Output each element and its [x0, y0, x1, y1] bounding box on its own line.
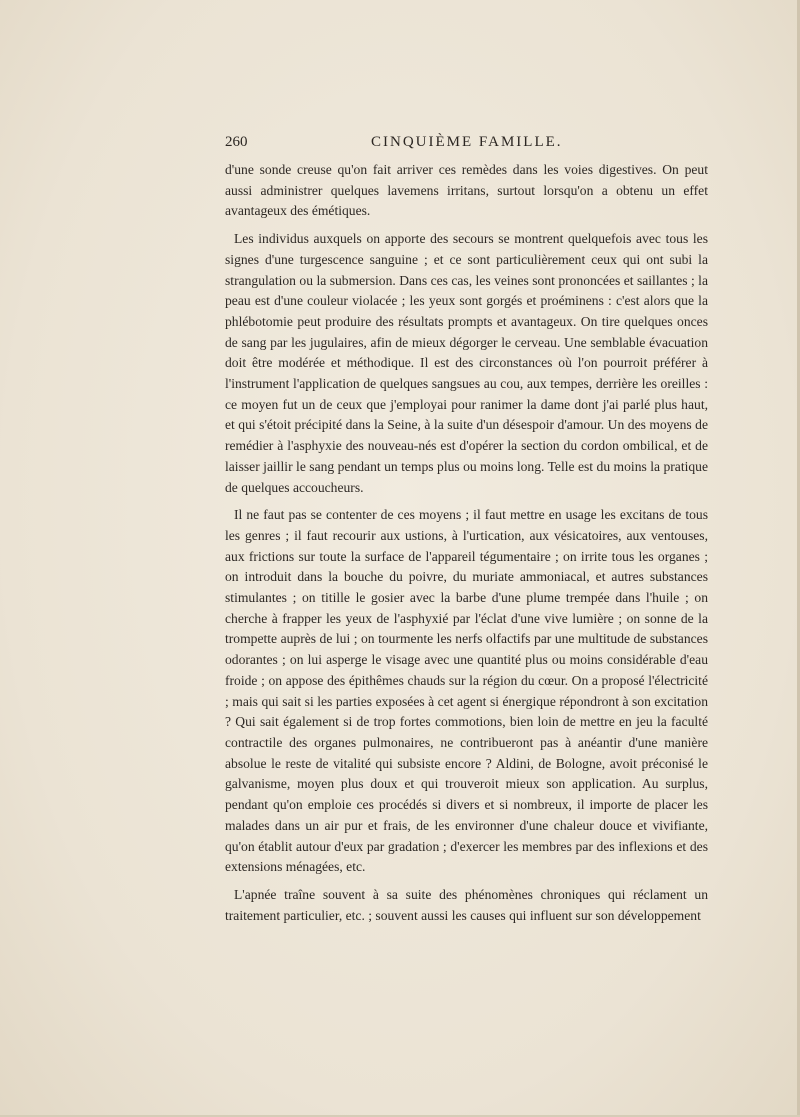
paragraph-excitans: Il ne faut pas se contenter de ces moyens ; il faut mettre en usage les excitans de tous les genres ; il faut recourir aux ustions, à l'urtication, aux vésicatoires, aux ventouses, aux frictions sur toute la surface de l'appareil tégumentaire ; on irrite tous les organes ; on introduit dans la bouche du poivre, du muriate ammoniacal, et autres substances stimulantes ; on titille le gosier avec la barbe d'une plume trempée dans l'huile ; on cherche à frapper les yeux de l'asphyxié par l'éclat d'une vive lumière ; on sonne de la trompette auprès de lui ; on tourmente les nerfs olfactifs par une multitude de substances odorantes ; on lui asperge le visage avec une quantité plus ou moins considérable d'eau froide ; on appose des épithêmes chauds sur la région du cœur. On a proposé l'électricité ; mais qui sait si les parties exposées à cet agent si énergique répondront à son excitation ? Qui sait également si de trop fortes commotions, bien loin de mettre en jeu la faculté contractile des organes pulmonaires, ne contribueront pas à anéantir d'une manière absolue le reste de vitalité qui subsiste encore ? Aldini, de Bologne, avoit préconisé le galvanisme, moyen plus doux et qui trouveroit mieux son application. Au surplus, pendant qu'on emploie ces procédés si divers et si nombreux, il importe de placer les malades dans un air pur et frais, de les environner d'une chaleur douce et vivifiante, qu'on établit autour d'eux par gradation ; d'exercer les membres par des inflexions et des extensions ménagées, etc.: [225, 507, 708, 875]
paragraph-apnee: L'apnée traîne souvent à sa suite des phénomènes chroniques qui réclament un traitement particulier, etc. ; souvent aussi les causes qui influent sur son développement: [225, 886, 708, 923]
paragraph-continuation: d'une sonde creuse qu'on fait arriver ces remèdes dans les voies digestives. On peut aussi administrer quelques lavemens irritans, surtout lorsqu'on a obtenu un effet avantageux des émétiques.: [225, 162, 708, 219]
paragraph-turgescence: Les individus auxquels on apporte des secours se montrent quelquefois avec tous les signes d'une turgescence sanguine ; et ce sont particulièrement ceux qui ont subi la strangulation ou la submersion. Dans ces cas, les veines sont prononcées et saillantes ; la peau est d'une couleur violacée ; les yeux sont gorgés et proéminens : c'est alors que la phlébotomie peut produire des résultats prompts et avantageux. On tire quelques onces de sang par les jugulaires, afin de mieux dégorger le cerveau. Une semblable évacuation doit être modérée et méthodique. Il est des circonstances où l'on pourroit préférer à l'instrument l'application de quelques sangsues au cou, aux tempes, derrière les oreilles : ce moyen fut un de ceux que j'employai pour ranimer la dame dont j'ai parlé plus haut, et qui s'étoit précipité dans la Seine, à la suite d'un désespoir d'amour. Un des moyens de remédier à l'asphyxie des nouveau-nés est d'opérer la section du cordon ombilical, et de laisser jaillir le sang pendant un temps plus ou moins long. Telle est du moins la pratique de quelques accoucheurs.: [225, 231, 708, 495]
body-text: [225, 160, 708, 926]
running-head: CINQUIÈME FAMILLE.: [371, 134, 563, 150]
page-number: 260: [225, 134, 248, 150]
page-header: [225, 134, 708, 156]
